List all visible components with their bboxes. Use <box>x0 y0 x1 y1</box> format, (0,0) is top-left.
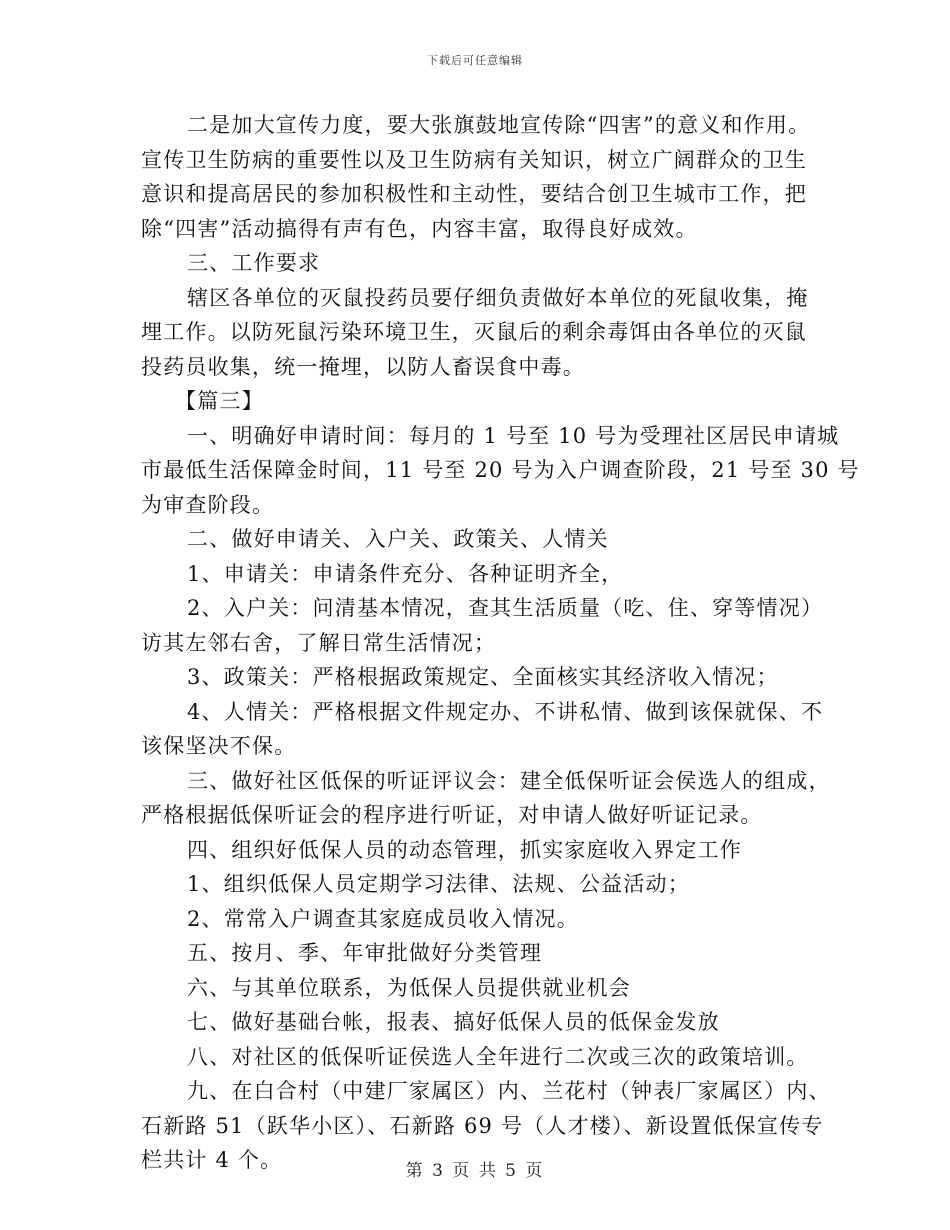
page-header-note: 下载后可任意编辑 <box>427 54 523 67</box>
list-item: 2、入户关：问清基本情况，查其生活质量（吃、住、穿等情况） <box>187 596 824 620</box>
section-title-part-three: 【篇三】 <box>175 389 264 413</box>
list-item: 八、对社区的低保听证侯选人全年进行二次或三次的政策培训。 <box>187 1044 809 1069</box>
paragraph-line: 为审查阶段。 <box>141 492 275 517</box>
section-title-dynamic-management: 四、组织好低保人员的动态管理，抓实家庭收入界定工作 <box>187 837 742 862</box>
list-item: 七、做好基础台帐，报表、搞好低保人员的低保金发放 <box>187 1010 720 1034</box>
document-body <box>141 108 860 1178</box>
paragraph-line: 一、明确好申请时间：每月的 1 号至 10 号为受理社区居民申请城 <box>187 423 840 448</box>
list-item: 五、按月、季、年审批做好分类管理 <box>187 941 543 965</box>
paragraph-line: 访其左邻右舍，了解日常生活情况； <box>141 630 497 655</box>
paragraph-line: 宣传卫生防病的重要性以及卫生防病有关知识，树立广阔群众的卫生 <box>141 147 807 172</box>
paragraph-line: 二是加大宣传力度，要大张旗鼓地宣传除“四害”的意义和作用。 <box>187 113 811 137</box>
list-item: 1、申请关：申请条件充分、各种证明齐全， <box>187 561 624 586</box>
page-number: 第 3 页 共 5 页 <box>405 1161 545 1181</box>
list-item: 1、组织低保人员定期学习法律、法规、公益活动； <box>187 872 690 896</box>
paragraph-line: 九、在白合村（中建厂家属区）内、兰花村（钟表厂家属区）内、 <box>187 1079 831 1103</box>
section-title-checkpoints: 二、做好申请关、入户关、政策关、人情关 <box>187 527 609 551</box>
paragraph-line: 市最低生活保障金时间，11 号至 20 号为入户调查阶段，21 号至 30 号 <box>141 458 860 482</box>
list-item: 六、与其单位联系，为低保人员提供就业机会 <box>187 975 631 1000</box>
paragraph-line: 严格根据低保听证会的程序进行听证，对申请人做好听证记录。 <box>141 803 763 827</box>
list-item: 2、常常入户调查其家庭成员收入情况。 <box>187 906 579 931</box>
paragraph-line: 埋工作。以防死鼠污染环境卫生，灭鼠后的剩余毒饵由各单位的灭鼠 <box>141 320 807 344</box>
list-item: 4、人情关：严格根据文件规定办、不讲私情、做到该保就保、不 <box>187 699 824 724</box>
paragraph-line: 三、做好社区低保的听证评议会：建全低保听证会侯选人的组成， <box>187 768 831 793</box>
paragraph-line: 栏共计 4 个。 <box>141 1148 283 1172</box>
paragraph-line: 投药员收集，统一掩埋，以防人畜误食中毒。 <box>141 354 585 379</box>
paragraph-line: 除“四害”活动搞得有声有色，内容丰富，取得良好成效。 <box>141 216 698 241</box>
list-item: 3、政策关：严格根据政策规定、全面核实其经济收入情况； <box>187 665 779 689</box>
paragraph-line: 意识和提高居民的参加积极性和主动性，要结合创卫生城市工作，把 <box>141 182 807 206</box>
paragraph-line: 石新路 51（跃华小区）、石新路 69 号（人才楼）、新设置低保宣传专 <box>141 1113 824 1138</box>
paragraph-line: 该保坚决不保。 <box>141 734 297 758</box>
section-title-work-requirements: 三、工作要求 <box>187 251 321 275</box>
paragraph-line: 辖区各单位的灭鼠投药员要仔细负责做好本单位的死鼠收集，掩 <box>187 285 809 310</box>
